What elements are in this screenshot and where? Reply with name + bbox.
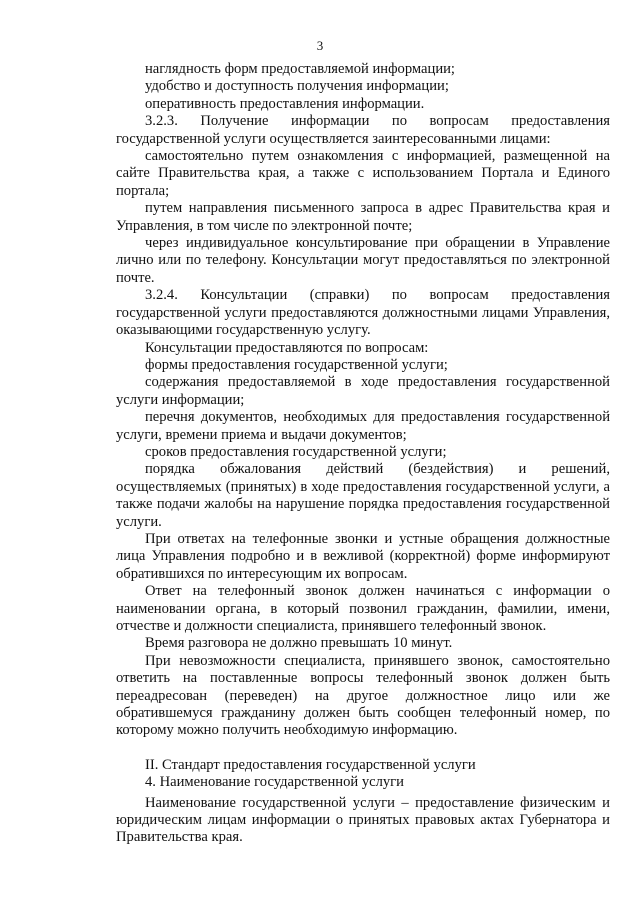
- list-item: содержания предоставляемой в ходе предоставления государственной услуги информации;: [116, 374, 610, 408]
- paragraph: Время разговора не должно превышать 10 минут.: [145, 635, 453, 652]
- section-heading: II. Стандарт предоставления государственной услуги: [145, 756, 476, 773]
- subsection-heading: 4. Наименование государственной услуги: [145, 774, 404, 791]
- paragraph: путем направления письменного запроса в адрес Правительства края и Управления, в том числе по электронной почте;: [116, 200, 610, 234]
- paragraph: самостоятельно путем ознакомления с информацией, размещенной на сайте Правительства края, а также с использованием Портала и Единого портала;: [116, 148, 610, 199]
- list-item: порядка обжалования действий (бездействия) и решений, осуществляемых (принятых) в ходе предоставления государственной услуги, а также подачи жалобы на нарушение порядка предоставления государственной услуги.: [116, 461, 610, 530]
- paragraph: оперативность предоставления информации.: [145, 95, 425, 112]
- paragraph: Консультации предоставляются по вопросам:: [145, 339, 429, 356]
- paragraph: через индивидуальное консультирование при обращении в Управление лично или по телефону. Консультации могут предоставляться по электронной почте.: [116, 235, 610, 286]
- clause-3-2-3: 3.2.3. Получение информации по вопросам предоставления государственной услуги осуществляется заинтересованными лицами:: [116, 113, 610, 147]
- spacer: [116, 740, 610, 757]
- list-item: формы предоставления государственной услуги;: [145, 356, 448, 373]
- page-number: 3: [316, 38, 324, 53]
- document-body: [116, 61, 610, 847]
- list-item: перечня документов, необходимых для предоставления государственной услуги, времени приема и выдачи документов;: [116, 409, 610, 443]
- paragraph: удобство и доступность получения информации;: [145, 78, 449, 95]
- paragraph: Ответ на телефонный звонок должен начинаться с информации о наименовании органа, в который позвонил гражданин, фамилии, имени, отчестве и должности специалиста, принявшего телефонный звонок.: [116, 583, 610, 634]
- clause-3-2-4: 3.2.4. Консультации (справки) по вопросам предоставления государственной услуги предоставляются должностными лицами Управления, оказывающими государственную услугу.: [116, 287, 610, 339]
- list-item: сроков предоставления государственной услуги;: [145, 443, 447, 460]
- paragraph: наглядность форм предоставляемой информации;: [145, 61, 455, 77]
- paragraph: При невозможности специалиста, принявшего звонок, самостоятельно ответить на поставленные вопросы телефонный звонок должен быть переадресован (переведен) на другое должностное лицо или же обратившемуся гражданину должен быть сообщен телефонный номер, по которому можно получить необходимую информацию.: [116, 652, 610, 739]
- final-paragraph: Наименование государственной услуги – предоставление физическим и юридическим лицам информации о принятых правовых актах Губернатора и Правительства края.: [116, 794, 610, 846]
- paragraph: При ответах на телефонные звонки и устные обращения должностные лица Управления подробно и в вежливой (корректной) форме информируют обратившихся по интересующим их вопросам.: [116, 530, 610, 582]
